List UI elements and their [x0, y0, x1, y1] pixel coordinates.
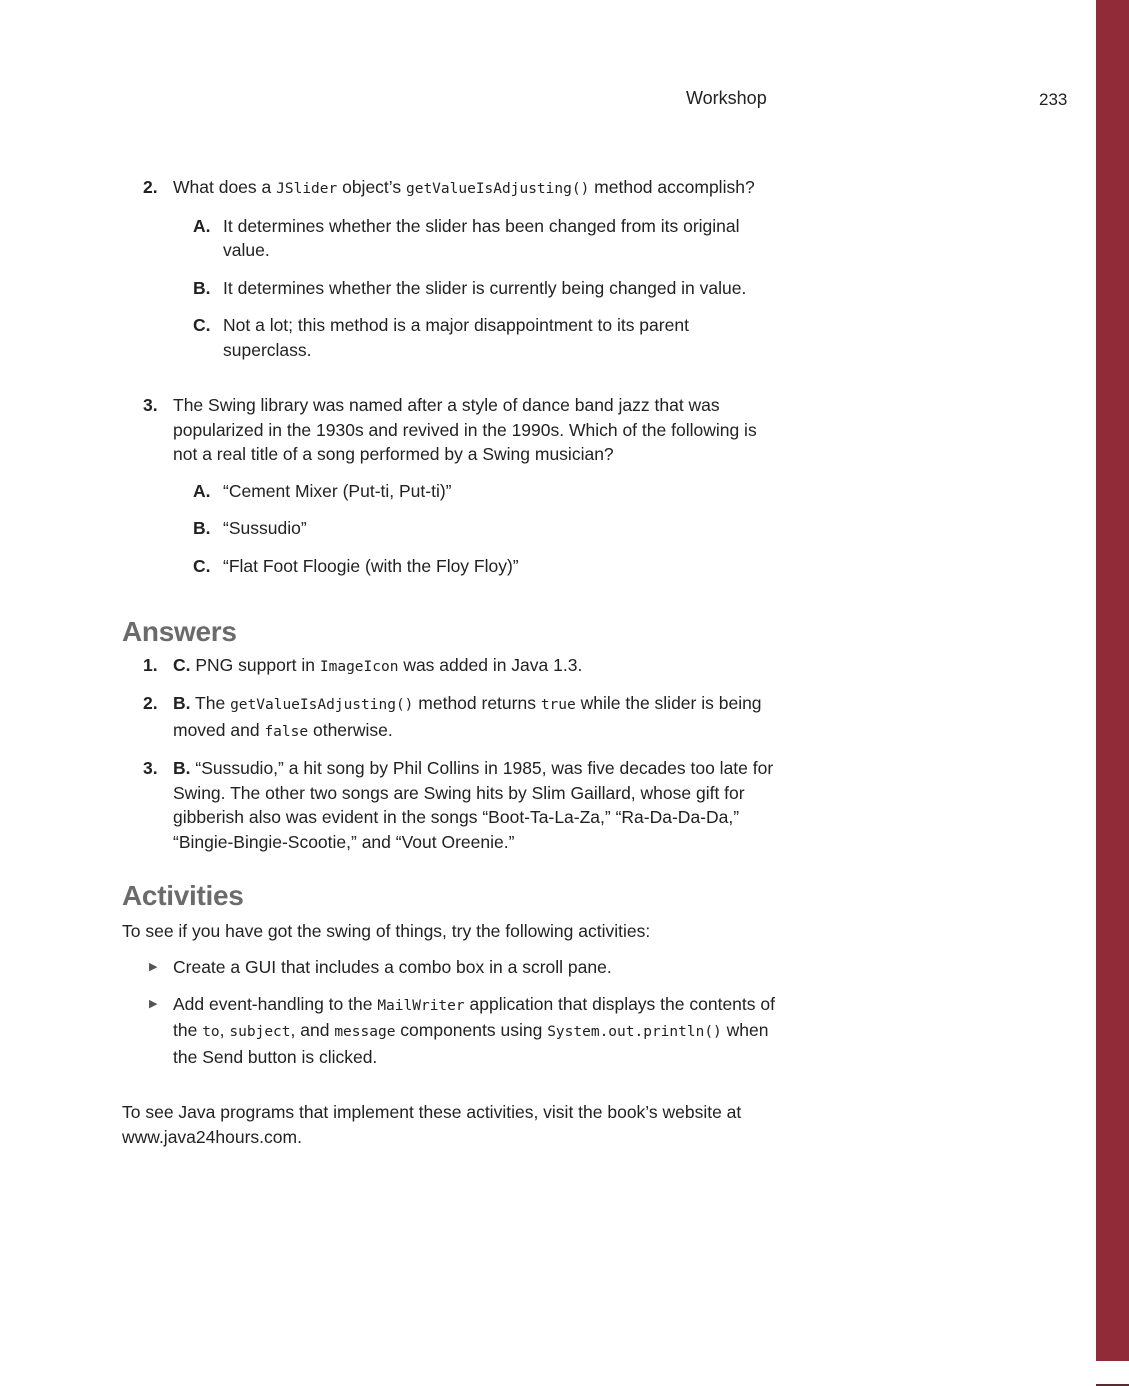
- answer-text: PNG support in: [190, 654, 320, 675]
- code-true: true: [540, 697, 576, 713]
- answer-text: while the slider is being moved and: [173, 693, 762, 740]
- activity-item: [122, 992, 782, 1070]
- option-letter: B.: [193, 518, 211, 538]
- activity-text: Add event-handling to the: [173, 993, 378, 1014]
- answer-1: [122, 653, 782, 680]
- option-text: It determines whether the slider has been changed from its original value.: [223, 215, 740, 260]
- code-imageicon: ImageIcon: [319, 658, 399, 675]
- triangle-bullet-icon: ▶: [149, 961, 158, 973]
- answer-text: “Sussudio,” a hit song by Phil Collins in 1985, was five decades too late for Swing. The other two songs are Swing hits by Slim Gaillard, whose gift for gibberish also was evident in the songs “Boot-Ta-La-Za,” “Ra-Da-Da-Da,” “Bingie-Bingie-Scootie,” and “Vout Oreenie.”: [173, 758, 774, 852]
- option-text: Not a lot; this method is a major disappointment to its parent superclass.: [223, 315, 689, 360]
- running-head: Workshop: [686, 88, 767, 108]
- triangle-bullet-icon: ▶: [149, 997, 158, 1010]
- answer-3: [122, 756, 782, 854]
- activity-item: [122, 955, 782, 980]
- answer-text: was added in Java 1.3.: [398, 654, 583, 675]
- page-content: [122, 175, 782, 1149]
- code-method: getValueIsAdjusting(): [405, 181, 590, 197]
- code-subject: subject: [229, 1024, 291, 1040]
- activity-text: Create a GUI that includes a combo box in a scroll pane.: [173, 957, 612, 977]
- option-text: “Cement Mixer (Put-ti, Put-ti)”: [223, 480, 452, 501]
- answer-text: otherwise.: [308, 719, 393, 740]
- option-c: [122, 313, 782, 362]
- option-letter: B.: [193, 277, 211, 298]
- question-3: [122, 393, 782, 467]
- option-a: [122, 479, 782, 504]
- answer-key: B.: [173, 758, 191, 778]
- activity-text: when the Send button is clicked.: [173, 1020, 769, 1067]
- code-jslider: JSlider: [276, 181, 338, 197]
- answer-key: B.: [173, 693, 191, 713]
- question-text: The Swing library was named after a style of dance band jazz that was popularized in the 1930s and revived in the 1990s. Which of the following is not a real title of a song performed by a Swing musician?: [173, 395, 757, 464]
- question-text: object’s: [337, 177, 406, 197]
- question-3-options: [122, 479, 782, 579]
- option-c: [122, 554, 782, 579]
- option-b: [122, 276, 782, 301]
- option-b: [122, 516, 782, 541]
- activity-text: components using: [395, 1020, 548, 1040]
- page-number: 233: [1039, 90, 1068, 109]
- code-false: false: [264, 723, 309, 740]
- option-letter: C.: [193, 555, 211, 576]
- answer-number: 1.: [143, 654, 158, 675]
- option-text: It determines whether the slider is currently being changed in value.: [223, 277, 747, 298]
- question-text: What does a: [173, 177, 277, 197]
- option-a: [122, 214, 782, 263]
- answer-number: 2.: [143, 693, 158, 713]
- activities-outro: To see Java programs that implement these activities, visit the book’s website at www.java24hours.com.: [122, 1102, 742, 1147]
- code-to: to: [202, 1024, 220, 1040]
- option-letter: A.: [193, 215, 211, 236]
- question-number: 2.: [143, 177, 158, 197]
- option-letter: C.: [193, 315, 211, 335]
- activity-text: ,: [219, 1020, 230, 1040]
- answer-number: 3.: [143, 758, 158, 778]
- option-text: “Flat Foot Floogie (with the Floy Floy)”: [223, 555, 519, 576]
- question-text: method accomplish?: [589, 177, 755, 197]
- option-text: “Sussudio”: [223, 518, 307, 538]
- activities-heading: Activities: [122, 880, 244, 911]
- code-mailwriter: MailWriter: [377, 997, 465, 1014]
- answer-2: [122, 691, 782, 744]
- question-number: 3.: [143, 395, 158, 415]
- code-message: message: [334, 1024, 396, 1040]
- chapter-edge-bar: [1096, 0, 1129, 1361]
- question-2: [122, 175, 782, 202]
- code-println: System.out.println(): [547, 1024, 722, 1040]
- answer-key: C.: [173, 654, 191, 675]
- activity-text: application that displays the contents of the: [173, 993, 775, 1040]
- activity-text: , and: [290, 1020, 335, 1040]
- answers-heading: Answers: [122, 616, 237, 647]
- option-letter: A.: [193, 480, 211, 501]
- code-method: getValueIsAdjusting(): [230, 697, 414, 713]
- activities-intro: To see if you have got the swing of things, try the following activities:: [122, 920, 651, 941]
- answer-text: The: [190, 693, 231, 713]
- question-2-options: [122, 214, 782, 363]
- answer-text: method returns: [413, 693, 541, 713]
